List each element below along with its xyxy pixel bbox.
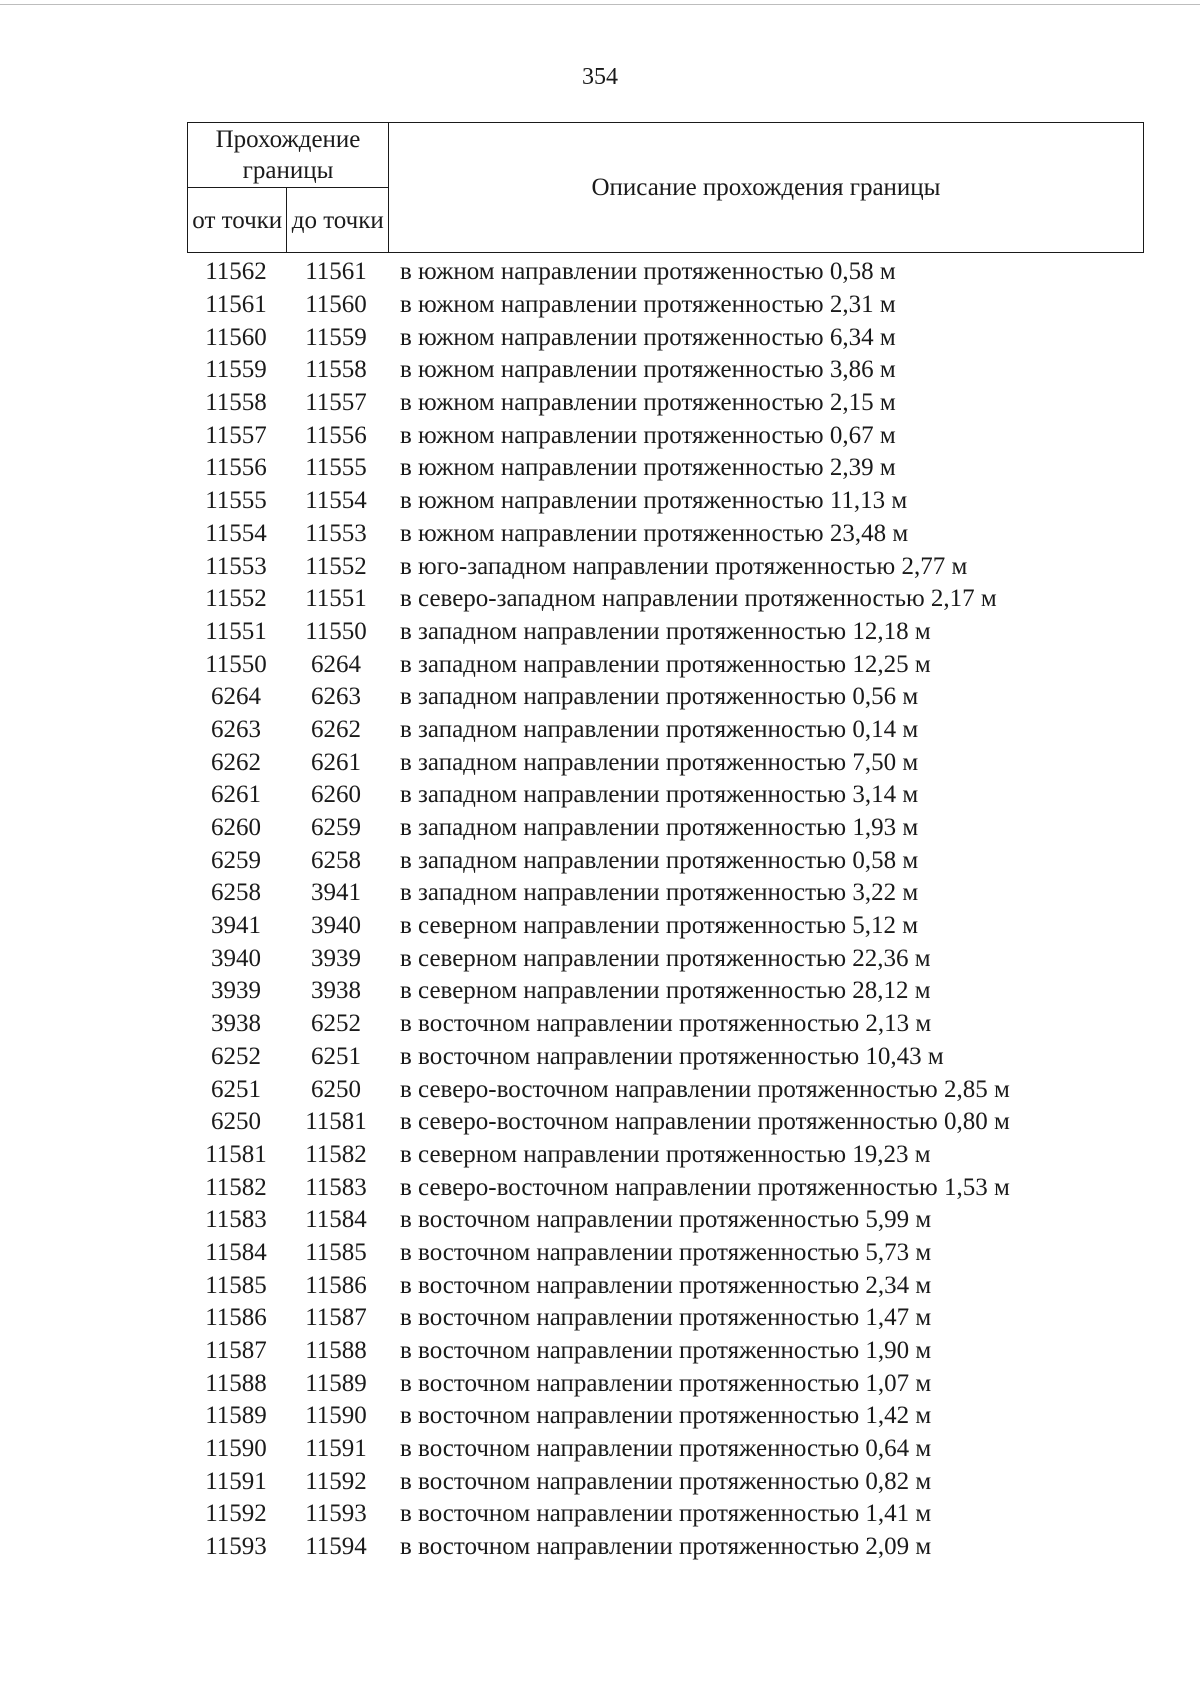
table-row [187,550,1187,583]
to-point-cell: 11550 [305,617,367,645]
description-cell: в восточном направлении протяженностью 0,64 м [400,1435,932,1463]
from-point-cell: 11551 [205,617,267,645]
to-point-cell: 6259 [311,814,361,842]
to-point-cell: 11582 [305,1140,367,1168]
description-cell: в западном направлении протяженностью 1,93 м [400,814,919,842]
from-point-cell: 6259 [211,846,261,874]
from-point-cell: 6263 [211,715,261,743]
from-point-cell: 6251 [211,1075,261,1103]
description-cell: в восточном направлении протяженностью 5,73 м [400,1238,932,1266]
table-row [187,1269,1187,1302]
description-cell: в южном направлении протяженностью 2,39 м [400,454,896,482]
description-cell: в северо-восточном направлении протяженностью 1,53 м [400,1173,1010,1201]
scan-edge-line [0,4,1200,5]
header-description: Описание прохождения границы [389,123,1144,253]
description-cell: в южном направлении протяженностью 2,15 м [400,389,896,417]
table-row [187,1367,1187,1400]
to-point-cell: 6262 [311,715,361,743]
description-cell: в восточном направлении протяженностью 0,82 м [400,1467,932,1495]
from-point-cell: 3941 [211,912,261,940]
from-point-cell: 11592 [205,1500,267,1528]
table-row [187,1335,1187,1368]
description-cell: в восточном направлении протяженностью 2,09 м [400,1533,932,1561]
to-point-cell: 6263 [311,683,361,711]
from-point-cell: 11584 [205,1238,267,1266]
to-point-cell: 6264 [311,650,361,678]
description-cell: в южном направлении протяженностью 23,48 м [400,519,909,547]
table-row [187,1433,1187,1466]
table-row [187,1204,1187,1237]
from-point-cell: 11552 [205,585,267,613]
from-point-cell: 11591 [205,1467,267,1495]
from-point-cell: 11554 [205,519,267,547]
from-point-cell: 6258 [211,879,261,907]
description-cell: в восточном направлении протяженностью 1,07 м [400,1369,932,1397]
table-row [187,648,1187,681]
from-point-cell: 11562 [205,258,267,286]
description-cell: в западном направлении протяженностью 3,14 м [400,781,919,809]
from-point-cell: 11557 [205,421,267,449]
table-row [187,1531,1187,1564]
table-row [187,1498,1187,1531]
description-cell: в юго-западном направлении протяженностью 2,77 м [400,552,968,580]
to-point-cell: 6258 [311,846,361,874]
description-cell: в северном направлении протяженностью 5,12 м [400,912,919,940]
to-point-cell: 11594 [305,1533,367,1561]
from-point-cell: 11559 [205,356,267,384]
from-point-cell: 3940 [211,944,261,972]
table-row [187,1073,1187,1106]
to-point-cell: 11561 [305,258,367,286]
table-row [187,910,1187,943]
from-point-cell: 11585 [205,1271,267,1299]
to-point-cell: 11553 [305,519,367,547]
table-row [187,1008,1187,1041]
to-point-cell: 6260 [311,781,361,809]
to-point-cell: 11560 [305,291,367,319]
from-point-cell: 11555 [205,487,267,515]
table-row [187,779,1187,812]
from-point-cell: 11561 [205,291,267,319]
from-point-cell: 6252 [211,1042,261,1070]
to-point-cell: 11593 [305,1500,367,1528]
to-point-cell: 11583 [305,1173,367,1201]
table-row [187,844,1187,877]
table-row [187,714,1187,747]
table-row [187,1465,1187,1498]
table-row [187,518,1187,551]
table-row [187,877,1187,910]
description-cell: в северо-восточном направлении протяженностью 0,80 м [400,1108,1010,1136]
table-row [187,1106,1187,1139]
table-row [187,485,1187,518]
description-cell: в восточном направлении протяженностью 2,34 м [400,1271,932,1299]
table-header [187,122,1144,253]
to-point-cell: 3941 [311,879,361,907]
to-point-cell: 11556 [305,421,367,449]
to-point-cell: 11589 [305,1369,367,1397]
table-row [187,387,1187,420]
to-point-cell: 11559 [305,323,367,351]
header-from-point: от точки [188,188,287,253]
table-row [187,1302,1187,1335]
boundary-rows [187,256,1187,1564]
from-point-cell: 11581 [205,1140,267,1168]
to-point-cell: 11551 [305,585,367,613]
to-point-cell: 6261 [311,748,361,776]
table-row [187,289,1187,322]
from-point-cell: 11587 [205,1337,267,1365]
to-point-cell: 6251 [311,1042,361,1070]
from-point-cell: 11582 [205,1173,267,1201]
description-cell: в западном направлении протяженностью 12,25 м [400,650,931,678]
description-cell: в северо-восточном направлении протяженностью 2,85 м [400,1075,1010,1103]
to-point-cell: 11581 [305,1108,367,1136]
to-point-cell: 11588 [305,1337,367,1365]
from-point-cell: 11589 [205,1402,267,1430]
description-cell: в южном направлении протяженностью 11,13 м [400,487,908,515]
from-point-cell: 6261 [211,781,261,809]
to-point-cell: 11585 [305,1238,367,1266]
description-cell: в южном направлении протяженностью 2,31 м [400,291,896,319]
table-row [187,746,1187,779]
from-point-cell: 6262 [211,748,261,776]
table-row [187,812,1187,845]
description-cell: в восточном направлении протяженностью 10,43 м [400,1042,944,1070]
table-row [187,419,1187,452]
table-row [187,583,1187,616]
from-point-cell: 11583 [205,1206,267,1234]
to-point-cell: 11558 [305,356,367,384]
to-point-cell: 11590 [305,1402,367,1430]
description-cell: в восточном направлении протяженностью 5,99 м [400,1206,932,1234]
to-point-cell: 11586 [305,1271,367,1299]
to-point-cell: 11554 [305,487,367,515]
from-point-cell: 11590 [205,1435,267,1463]
table-row [187,321,1187,354]
table-row [187,1400,1187,1433]
from-point-cell: 11588 [205,1369,267,1397]
from-point-cell: 11556 [205,454,267,482]
from-point-cell: 6264 [211,683,261,711]
description-cell: в восточном направлении протяженностью 1,47 м [400,1304,932,1332]
description-cell: в северном направлении протяженностью 28,12 м [400,977,931,1005]
to-point-cell: 11555 [305,454,367,482]
from-point-cell: 11560 [205,323,267,351]
table-row [187,942,1187,975]
description-cell: в западном направлении протяженностью 12,18 м [400,617,931,645]
from-point-cell: 6260 [211,814,261,842]
from-point-cell: 3939 [211,977,261,1005]
description-cell: в южном направлении протяженностью 0,67 м [400,421,896,449]
table-row [187,256,1187,289]
to-point-cell: 6250 [311,1075,361,1103]
from-point-cell: 6250 [211,1108,261,1136]
table-row [187,354,1187,387]
description-cell: в северном направлении протяженностью 22,36 м [400,944,931,972]
table-row [187,616,1187,649]
from-point-cell: 3938 [211,1010,261,1038]
table-row [187,1041,1187,1074]
table-row [187,681,1187,714]
description-cell: в южном направлении протяженностью 0,58 м [400,258,896,286]
header-to-point: до точки [287,188,389,253]
from-point-cell: 11593 [205,1533,267,1561]
page-number: 354 [582,64,618,90]
to-point-cell: 3938 [311,977,361,1005]
to-point-cell: 3940 [311,912,361,940]
table-row [187,1139,1187,1172]
from-point-cell: 11553 [205,552,267,580]
table-row [187,1171,1187,1204]
to-point-cell: 11592 [305,1467,367,1495]
to-point-cell: 11557 [305,389,367,417]
table-row [187,452,1187,485]
to-point-cell: 3939 [311,944,361,972]
description-cell: в восточном направлении протяженностью 2,13 м [400,1010,932,1038]
description-cell: в западном направлении протяженностью 3,22 м [400,879,919,907]
from-point-cell: 11586 [205,1304,267,1332]
description-cell: в западном направлении протяженностью 0,14 м [400,715,919,743]
description-cell: в восточном направлении протяженностью 1,42 м [400,1402,932,1430]
from-point-cell: 11550 [205,650,267,678]
description-cell: в восточном направлении протяженностью 1,90 м [400,1337,932,1365]
description-cell: в северо-западном направлении протяженностью 2,17 м [400,585,997,613]
description-cell: в восточном направлении протяженностью 1,41 м [400,1500,932,1528]
description-cell: в западном направлении протяженностью 0,58 м [400,846,919,874]
to-point-cell: 11584 [305,1206,367,1234]
to-point-cell: 11591 [305,1435,367,1463]
to-point-cell: 6252 [311,1010,361,1038]
description-cell: в северном направлении протяженностью 19,23 м [400,1140,931,1168]
header-boundary-passage: Прохождение границы [188,123,389,188]
description-cell: в западном направлении протяженностью 7,50 м [400,748,919,776]
from-point-cell: 11558 [205,389,267,417]
description-cell: в южном направлении протяженностью 3,86 м [400,356,896,384]
table-row [187,1237,1187,1270]
to-point-cell: 11587 [305,1304,367,1332]
to-point-cell: 11552 [305,552,367,580]
description-cell: в южном направлении протяженностью 6,34 м [400,323,896,351]
description-cell: в западном направлении протяженностью 0,56 м [400,683,919,711]
table-row [187,975,1187,1008]
